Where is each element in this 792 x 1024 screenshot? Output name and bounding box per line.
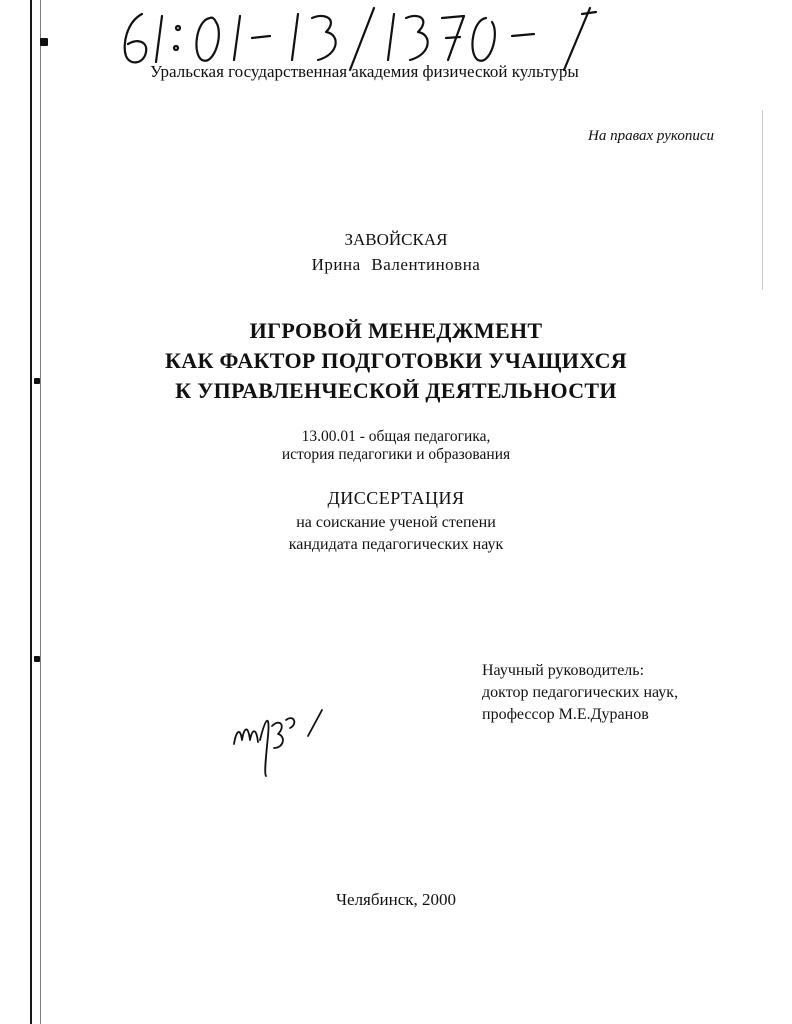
specialty-code: 13.00.01 - общая педагогика, [301, 428, 491, 445]
scan-edge-line-secondary [40, 0, 41, 1024]
handwritten-signature [226, 696, 336, 786]
title-line-3: К УПРАВЛЕНЧЕСКОЙ ДЕЯТЕЛЬНОСТИ [175, 378, 617, 403]
title-line-1: ИГРОВОЙ МЕНЕДЖМЕНТ [249, 318, 543, 343]
supervisor-name: профессор М.Е.Дуранов [482, 706, 649, 723]
specialty-description: история педагогики и образования [281, 446, 511, 463]
dissertation-degree: кандидата педагогических наук [288, 536, 504, 553]
scan-artifact-dot [34, 656, 40, 662]
manuscript-note: На правах рукописи [588, 128, 714, 144]
scan-edge-line [30, 0, 32, 1024]
supervisor-degree: доктор педагогических наук, [482, 684, 679, 701]
author-surname: ЗАВОЙСКАЯ [344, 230, 448, 249]
title-line-2: КАК ФАКТОР ПОДГОТОВКИ УЧАЩИХСЯ [165, 348, 627, 373]
scan-artifact-dot [40, 38, 48, 46]
supervisor-label: Научный руководитель: [482, 662, 645, 679]
institution-name: Уральская государственная академия физической культуры [150, 62, 579, 81]
author-given-name: Ирина Валентиновна [311, 255, 481, 274]
city-year: Челябинск, 2000 [335, 890, 457, 909]
dissertation-purpose: на соискание ученой степени [296, 514, 496, 531]
dissertation-heading: ДИССЕРТАЦИЯ [327, 488, 465, 508]
